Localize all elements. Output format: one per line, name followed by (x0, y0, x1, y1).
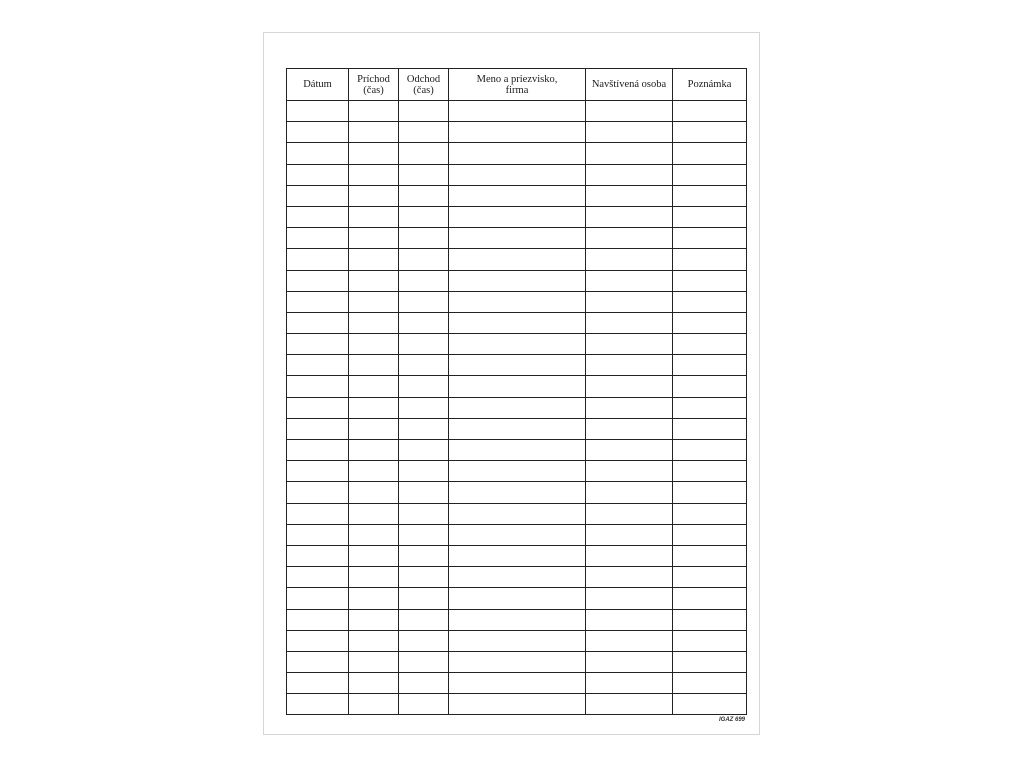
cell-visited-person[interactable] (586, 461, 673, 482)
table-row (287, 545, 747, 566)
table-row (287, 355, 747, 376)
cell-name-company[interactable] (449, 312, 586, 333)
cell-arrival-time[interactable] (349, 122, 399, 143)
table-row (287, 143, 747, 164)
cell-note[interactable] (673, 334, 747, 355)
cell-arrival-time[interactable] (349, 418, 399, 439)
cell-date[interactable] (287, 291, 349, 312)
cell-arrival-time[interactable] (349, 630, 399, 651)
cell-name-company[interactable] (449, 630, 586, 651)
table-row (287, 503, 747, 524)
cell-arrival-time[interactable] (349, 482, 399, 503)
cell-name-company[interactable] (449, 397, 586, 418)
cell-departure-time[interactable] (399, 101, 449, 122)
cell-arrival-time[interactable] (349, 524, 399, 545)
cell-name-company[interactable] (449, 291, 586, 312)
table-row (287, 376, 747, 397)
column-header-departure-time: Odchod (čas) (399, 69, 449, 101)
cell-visited-person[interactable] (586, 609, 673, 630)
cell-date[interactable] (287, 143, 349, 164)
cell-departure-time[interactable] (399, 228, 449, 249)
table-row (287, 270, 747, 291)
cell-note[interactable] (673, 503, 747, 524)
visitor-log-table (286, 68, 747, 715)
cell-note[interactable] (673, 101, 747, 122)
cell-visited-person[interactable] (586, 567, 673, 588)
cell-visited-person[interactable] (586, 291, 673, 312)
cell-visited-person[interactable] (586, 143, 673, 164)
table-row (287, 122, 747, 143)
cell-name-company[interactable] (449, 143, 586, 164)
table-row (287, 673, 747, 694)
cell-date[interactable] (287, 461, 349, 482)
cell-departure-time[interactable] (399, 673, 449, 694)
cell-note[interactable] (673, 482, 747, 503)
table-row (287, 694, 747, 715)
column-header-name-company: Meno a priezvisko, firma (449, 69, 586, 101)
cell-visited-person[interactable] (586, 228, 673, 249)
cell-name-company[interactable] (449, 355, 586, 376)
cell-departure-time[interactable] (399, 461, 449, 482)
table-row (287, 567, 747, 588)
cell-visited-person[interactable] (586, 376, 673, 397)
table-row (287, 440, 747, 461)
cell-date[interactable] (287, 418, 349, 439)
cell-arrival-time[interactable] (349, 291, 399, 312)
cell-note[interactable] (673, 143, 747, 164)
cell-name-company[interactable] (449, 376, 586, 397)
form-code-label: IGAZ 699 (718, 717, 745, 723)
cell-note[interactable] (673, 567, 747, 588)
cell-arrival-time[interactable] (349, 651, 399, 672)
table-body (287, 101, 747, 715)
cell-departure-time[interactable] (399, 185, 449, 206)
cell-name-company[interactable] (449, 673, 586, 694)
cell-note[interactable] (673, 270, 747, 291)
cell-arrival-time[interactable] (349, 567, 399, 588)
cell-arrival-time[interactable] (349, 673, 399, 694)
cell-visited-person[interactable] (586, 482, 673, 503)
cell-arrival-time[interactable] (349, 270, 399, 291)
cell-departure-time[interactable] (399, 270, 449, 291)
cell-departure-time[interactable] (399, 312, 449, 333)
cell-name-company[interactable] (449, 228, 586, 249)
cell-name-company[interactable] (449, 588, 586, 609)
cell-departure-time[interactable] (399, 376, 449, 397)
cell-date[interactable] (287, 567, 349, 588)
cell-note[interactable] (673, 524, 747, 545)
cell-note[interactable] (673, 206, 747, 227)
cell-note[interactable] (673, 122, 747, 143)
cell-departure-time[interactable] (399, 482, 449, 503)
cell-visited-person[interactable] (586, 524, 673, 545)
cell-visited-person[interactable] (586, 503, 673, 524)
cell-visited-person[interactable] (586, 249, 673, 270)
cell-arrival-time[interactable] (349, 143, 399, 164)
cell-name-company[interactable] (449, 482, 586, 503)
cell-departure-time[interactable] (399, 524, 449, 545)
cell-arrival-time[interactable] (349, 206, 399, 227)
cell-visited-person[interactable] (586, 651, 673, 672)
cell-visited-person[interactable] (586, 206, 673, 227)
cell-note[interactable] (673, 545, 747, 566)
table-row (287, 609, 747, 630)
cell-name-company[interactable] (449, 524, 586, 545)
cell-visited-person[interactable] (586, 418, 673, 439)
cell-visited-person[interactable] (586, 630, 673, 651)
cell-date[interactable] (287, 673, 349, 694)
cell-date[interactable] (287, 397, 349, 418)
cell-arrival-time[interactable] (349, 101, 399, 122)
cell-arrival-time[interactable] (349, 164, 399, 185)
cell-date[interactable] (287, 482, 349, 503)
cell-note[interactable] (673, 588, 747, 609)
cell-arrival-time[interactable] (349, 694, 399, 715)
cell-departure-time[interactable] (399, 630, 449, 651)
cell-name-company[interactable] (449, 567, 586, 588)
cell-date[interactable] (287, 355, 349, 376)
cell-arrival-time[interactable] (349, 588, 399, 609)
cell-name-company[interactable] (449, 418, 586, 439)
cell-visited-person[interactable] (586, 312, 673, 333)
cell-departure-time[interactable] (399, 164, 449, 185)
cell-note[interactable] (673, 376, 747, 397)
cell-arrival-time[interactable] (349, 249, 399, 270)
cell-date[interactable] (287, 376, 349, 397)
column-header-visited-person: Navštívená osoba (586, 69, 673, 101)
cell-name-company[interactable] (449, 122, 586, 143)
cell-departure-time[interactable] (399, 588, 449, 609)
cell-date[interactable] (287, 185, 349, 206)
table-row (287, 524, 747, 545)
cell-name-company[interactable] (449, 609, 586, 630)
cell-note[interactable] (673, 651, 747, 672)
cell-departure-time[interactable] (399, 418, 449, 439)
cell-date[interactable] (287, 440, 349, 461)
table-row (287, 651, 747, 672)
cell-departure-time[interactable] (399, 651, 449, 672)
cell-departure-time[interactable] (399, 397, 449, 418)
cell-name-company[interactable] (449, 185, 586, 206)
cell-arrival-time[interactable] (349, 185, 399, 206)
table-row (287, 334, 747, 355)
cell-note[interactable] (673, 630, 747, 651)
cell-name-company[interactable] (449, 164, 586, 185)
cell-departure-time[interactable] (399, 545, 449, 566)
column-header-arrival-time: Príchod (čas) (349, 69, 399, 101)
cell-visited-person[interactable] (586, 673, 673, 694)
cell-visited-person[interactable] (586, 334, 673, 355)
table-row (287, 630, 747, 651)
cell-note[interactable] (673, 440, 747, 461)
cell-note[interactable] (673, 694, 747, 715)
cell-name-company[interactable] (449, 270, 586, 291)
table-row (287, 482, 747, 503)
cell-visited-person[interactable] (586, 270, 673, 291)
table-row (287, 588, 747, 609)
cell-date[interactable] (287, 206, 349, 227)
cell-arrival-time[interactable] (349, 461, 399, 482)
cell-date[interactable] (287, 334, 349, 355)
cell-name-company[interactable] (449, 334, 586, 355)
table-row (287, 185, 747, 206)
table-row (287, 418, 747, 439)
column-header-date: Dátum (287, 69, 349, 101)
cell-visited-person[interactable] (586, 164, 673, 185)
cell-arrival-time[interactable] (349, 355, 399, 376)
cell-date[interactable] (287, 122, 349, 143)
cell-date[interactable] (287, 630, 349, 651)
cell-date[interactable] (287, 312, 349, 333)
table-row (287, 312, 747, 333)
cell-note[interactable] (673, 418, 747, 439)
cell-arrival-time[interactable] (349, 334, 399, 355)
cell-note[interactable] (673, 355, 747, 376)
cell-name-company[interactable] (449, 545, 586, 566)
cell-date[interactable] (287, 228, 349, 249)
cell-date[interactable] (287, 524, 349, 545)
cell-arrival-time[interactable] (349, 545, 399, 566)
cell-name-company[interactable] (449, 503, 586, 524)
cell-arrival-time[interactable] (349, 312, 399, 333)
cell-note[interactable] (673, 228, 747, 249)
cell-departure-time[interactable] (399, 567, 449, 588)
cell-name-company[interactable] (449, 206, 586, 227)
cell-note[interactable] (673, 609, 747, 630)
cell-arrival-time[interactable] (349, 609, 399, 630)
cell-visited-person[interactable] (586, 545, 673, 566)
cell-name-company[interactable] (449, 101, 586, 122)
column-header-note: Poznámka (673, 69, 747, 101)
cell-visited-person[interactable] (586, 588, 673, 609)
cell-departure-time[interactable] (399, 249, 449, 270)
cell-name-company[interactable] (449, 651, 586, 672)
cell-arrival-time[interactable] (349, 503, 399, 524)
cell-departure-time[interactable] (399, 694, 449, 715)
cell-note[interactable] (673, 164, 747, 185)
table-header (287, 69, 747, 101)
cell-date[interactable] (287, 164, 349, 185)
cell-departure-time[interactable] (399, 143, 449, 164)
cell-date[interactable] (287, 503, 349, 524)
cell-visited-person[interactable] (586, 355, 673, 376)
cell-name-company[interactable] (449, 440, 586, 461)
table-row (287, 461, 747, 482)
cell-departure-time[interactable] (399, 609, 449, 630)
cell-date[interactable] (287, 651, 349, 672)
cell-visited-person[interactable] (586, 397, 673, 418)
header-row (287, 69, 747, 101)
cell-note[interactable] (673, 185, 747, 206)
cell-visited-person[interactable] (586, 122, 673, 143)
cell-note[interactable] (673, 461, 747, 482)
cell-name-company[interactable] (449, 249, 586, 270)
cell-departure-time[interactable] (399, 334, 449, 355)
cell-date[interactable] (287, 545, 349, 566)
cell-name-company[interactable] (449, 461, 586, 482)
table-row (287, 397, 747, 418)
table-row (287, 101, 747, 122)
cell-date[interactable] (287, 270, 349, 291)
cell-note[interactable] (673, 312, 747, 333)
cell-visited-person[interactable] (586, 185, 673, 206)
form-page (263, 32, 760, 735)
cell-arrival-time[interactable] (349, 397, 399, 418)
table-row (287, 249, 747, 270)
cell-departure-time[interactable] (399, 440, 449, 461)
table-row (287, 291, 747, 312)
cell-departure-time[interactable] (399, 122, 449, 143)
cell-note[interactable] (673, 249, 747, 270)
cell-date[interactable] (287, 101, 349, 122)
cell-departure-time[interactable] (399, 503, 449, 524)
cell-date[interactable] (287, 588, 349, 609)
cell-visited-person[interactable] (586, 101, 673, 122)
cell-note[interactable] (673, 673, 747, 694)
cell-date[interactable] (287, 609, 349, 630)
cell-departure-time[interactable] (399, 355, 449, 376)
table-row (287, 228, 747, 249)
cell-departure-time[interactable] (399, 206, 449, 227)
table-row (287, 164, 747, 185)
cell-note[interactable] (673, 397, 747, 418)
cell-name-company[interactable] (449, 694, 586, 715)
cell-date[interactable] (287, 249, 349, 270)
cell-arrival-time[interactable] (349, 376, 399, 397)
cell-departure-time[interactable] (399, 291, 449, 312)
cell-visited-person[interactable] (586, 440, 673, 461)
cell-note[interactable] (673, 291, 747, 312)
cell-visited-person[interactable] (586, 694, 673, 715)
cell-date[interactable] (287, 694, 349, 715)
cell-arrival-time[interactable] (349, 228, 399, 249)
table-row (287, 206, 747, 227)
cell-arrival-time[interactable] (349, 440, 399, 461)
